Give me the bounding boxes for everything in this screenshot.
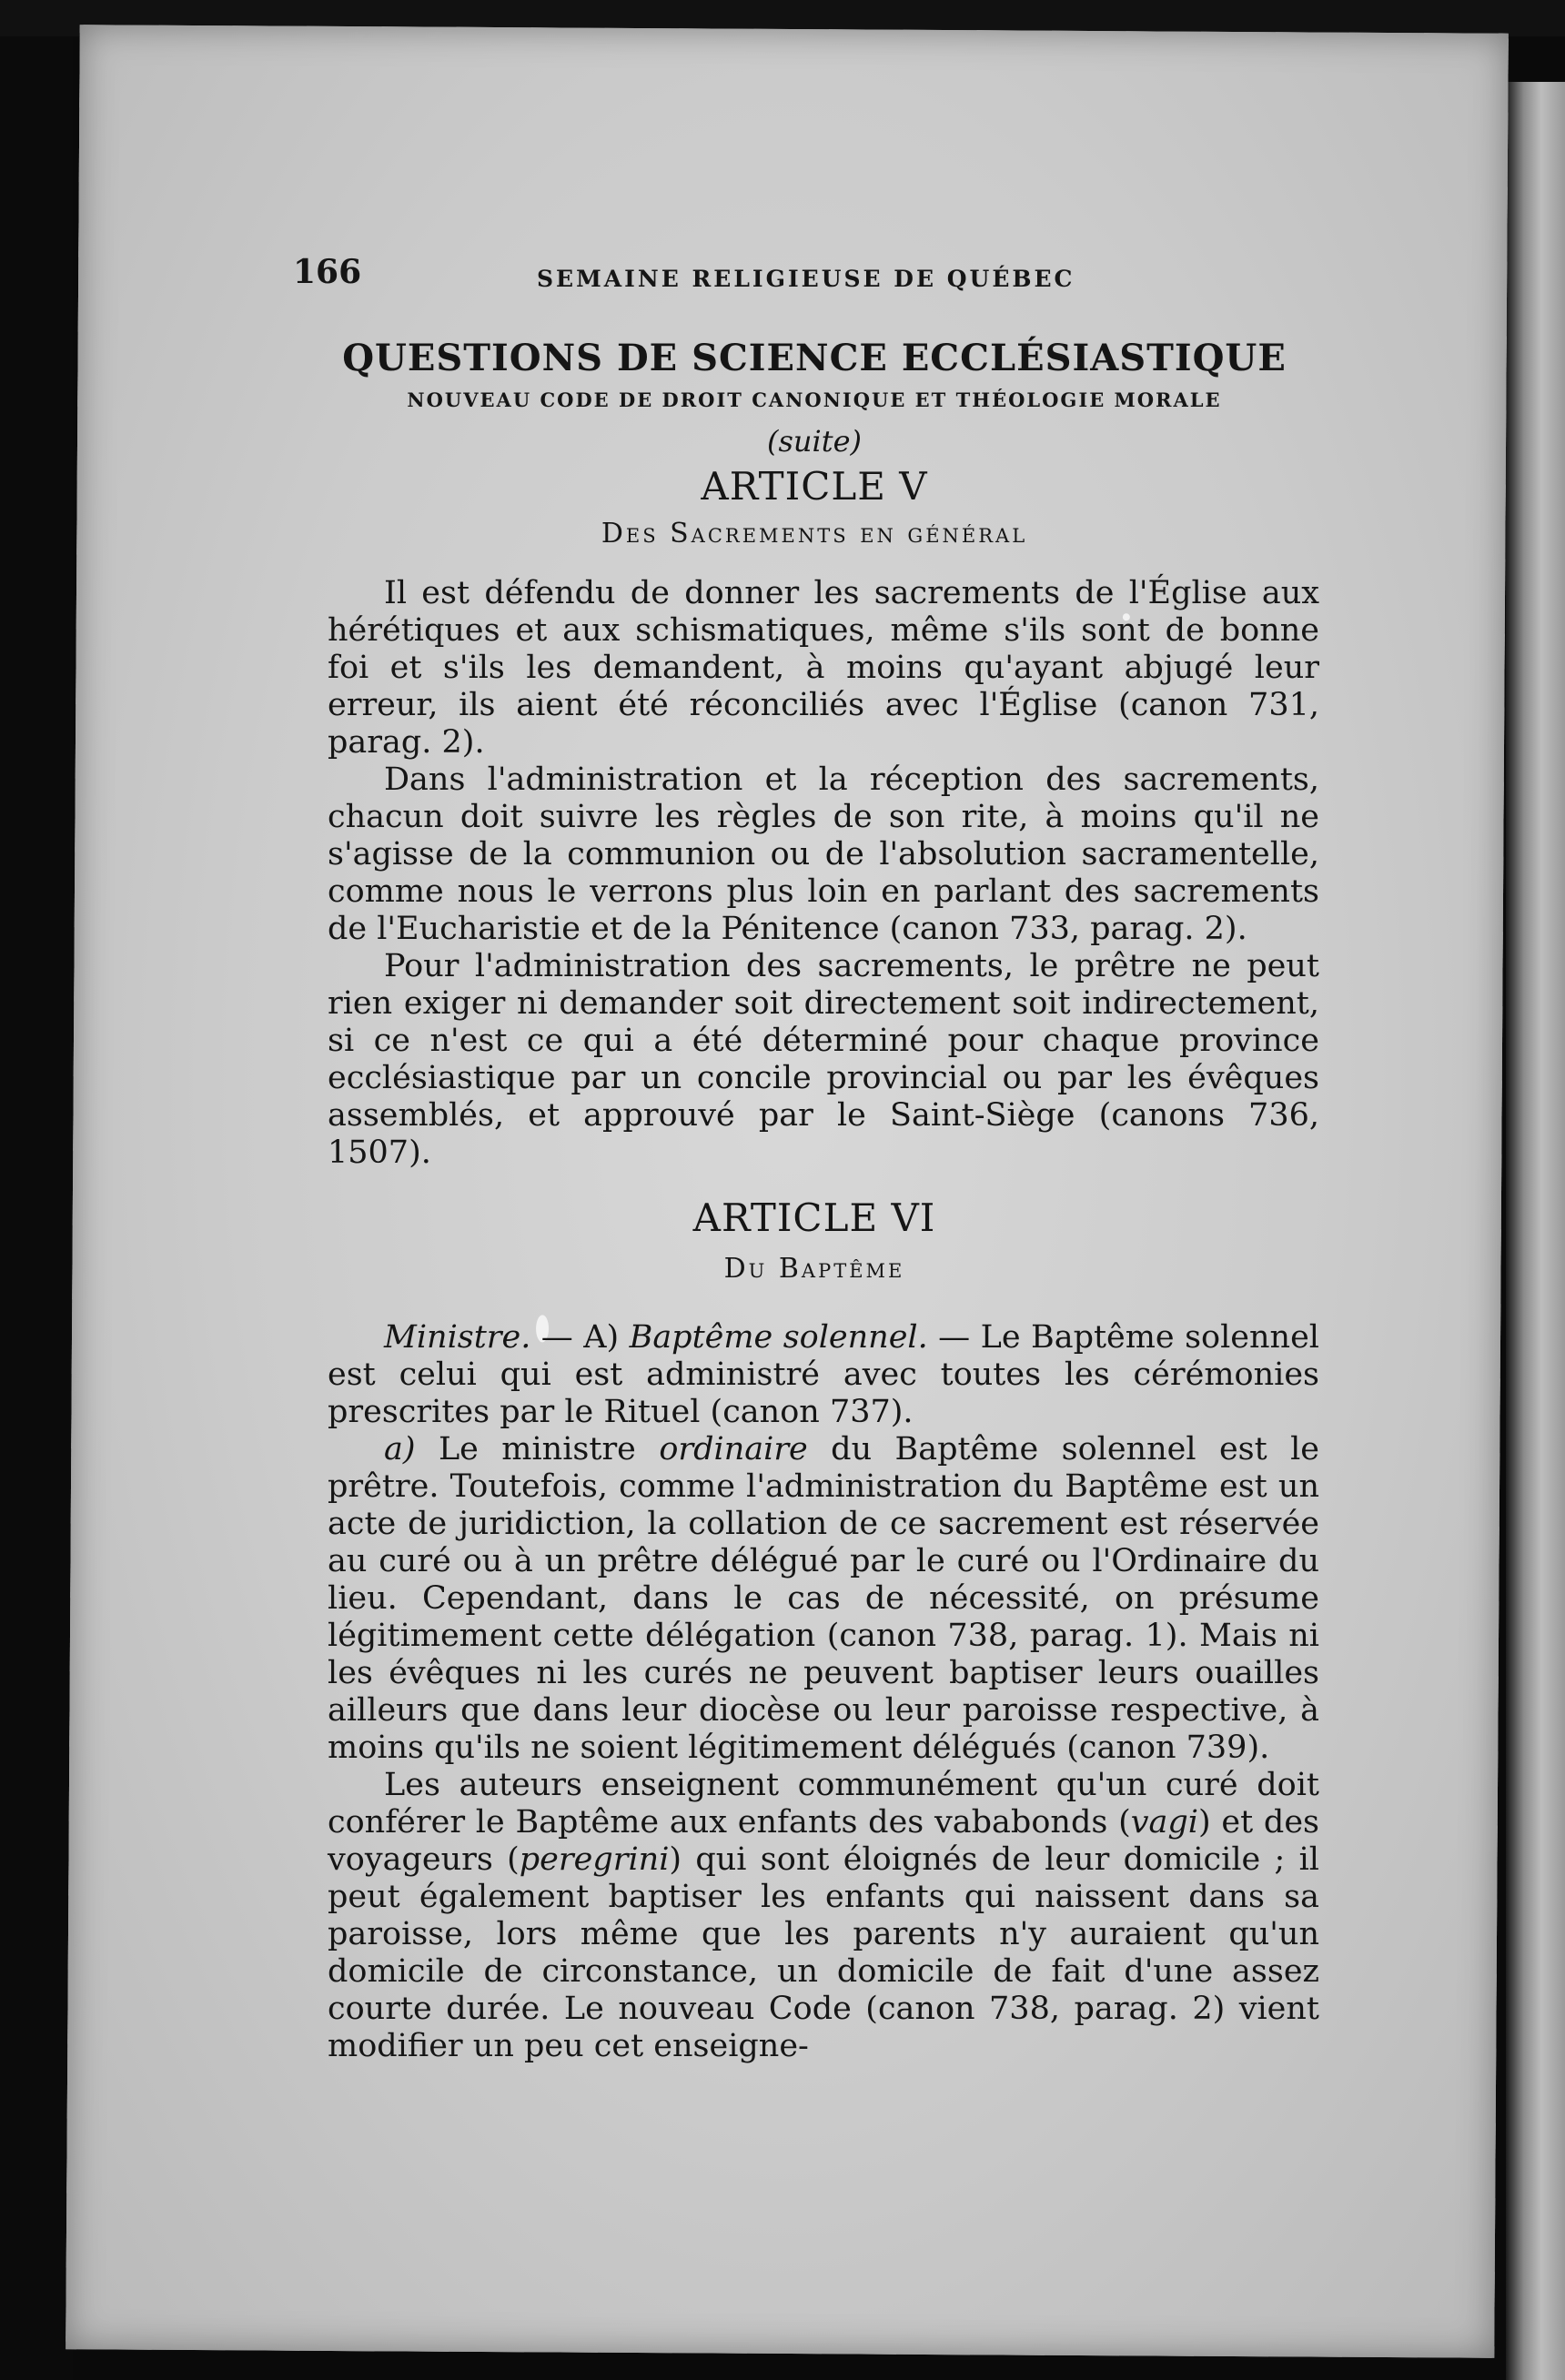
term-peregrini: peregrini [519,1841,670,1878]
text-run: — A) [530,1319,630,1356]
running-header [173,246,1310,300]
journal-title: SEMAINE RELIGIEUSE DE QUÉBEC [537,266,1075,292]
article-6-heading: ARTICLE VI [692,1195,936,1240]
label-a: a) [384,1431,416,1467]
term-vagi: vagi [1130,1804,1198,1840]
label-bapteme-solennel: Baptême solennel. [629,1319,928,1356]
text-run: du Baptême solennel est le prêtre. Toutefois, comme l'administration du Baptême est un acte de juridiction, la collation de ce sacrement est réservée au curé ou à un prêtre délégué par le curé ou l'Ordinaire du lieu. Cependant, dans le cas de nécessité, on présume légitimement cette délégation (canon 738, parag. 1). Mais ni les évêques ni les curés ne peuvent baptiser leurs ouailles ailleurs que dans leur diocèse ou leur paroisse respective, à moins qu'ils ne soient légitimement délégués (canon 739). [328,1431,1320,1766]
article-6-section: Du Baptême [723,1253,905,1285]
paragraph: Dans l'administration et la réception des sacrements, chacun doit suivre les règles de son rite, à moins qu'il ne s'agisse de la communion ou de l'absolution sacramentelle, comme nous le verrons plus loin en parlant des sacrements de l'Eucharistie et de la Pénitence (canon 733, parag. 2). [328,761,1319,947]
paragraph [328,1319,1319,1431]
text-run: ) qui sont éloignés de leur domicile ; il peut également baptiser les enfants qui naissent dans sa paroisse, lors même que les parents n'y auraient qu'un domicile de circonstance, un domicile de fait d'une assez courte durée. Le nouveau Code (canon 738, parag. 2) vient modifier un peu cet enseigne- [328,1841,1319,2064]
article-6-body [328,1319,1319,2065]
article-6 [173,1195,1320,2065]
article-5-heading: ARTICLE V [701,464,928,509]
text-run: Les auteurs enseignent communément qu'un curé doit conférer le Baptême aux enfants des vababonds ( [328,1767,1319,1840]
continued-label: (suite) [766,424,863,459]
paragraph [328,1767,1319,2065]
term-ordinaire: ordinaire [659,1431,808,1467]
page-content [173,246,1320,2065]
next-page-edge [1506,82,1565,2380]
paragraph: Pour l'administration des sacrements, le prêtre ne peut rien exiger ni demander soit directement soit indirectement, si ce n'est ce qui a été déterminé pour chaque province ecclésiastique par un concile provincial ou par les évêques assemblés, et approuvé par le Saint-Siège (canons 736, 1507). [328,948,1319,1171]
article-5-section: Des Sacrements en général [601,518,1028,550]
page-number: 166 [293,253,362,291]
paragraph: Il est défendu de donner les sacrements de l'Église aux hérétiques et aux schismatiques, même s'ils sont de bonne foi et s'ils les demandent, à moins qu'ayant abjugé leur erreur, ils aient été réconciliés avec l'Église (canon 731, parag. 2). [328,575,1319,761]
subtitle: NOUVEAU CODE DE DROIT CANONIQUE ET THÉOLOGIE MORALE [407,388,1222,411]
text-run: — Le Baptême solennel est celui qui est administré avec toutes les cérémonies prescrites par le Rituel (canon 737). [328,1319,1320,1430]
main-title: QUESTIONS DE SCIENCE ECCLÉSIASTIQUE [342,337,1287,379]
paragraph [328,1431,1319,1767]
text-run: Le ministre [415,1431,660,1467]
text-run: ) et des voyageurs ( [328,1804,1320,1878]
article-5-body [328,575,1319,1172]
label-ministre: Ministre. [384,1319,531,1356]
film-margin-left [0,0,73,2380]
